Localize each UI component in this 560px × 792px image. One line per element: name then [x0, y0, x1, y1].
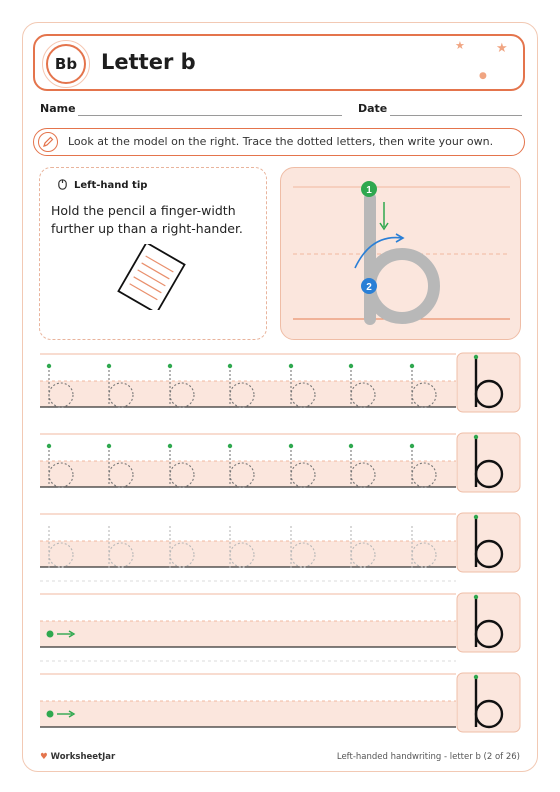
heart-icon: ♥: [40, 752, 48, 762]
star-icon: ★: [455, 39, 465, 52]
footer-brand: [40, 752, 115, 762]
step-2-label: 2: [366, 282, 372, 293]
instruction-text: Look at the model on the right. Trace the dotted letters, then write your own.: [68, 135, 494, 148]
brand-name: WorksheetJar: [50, 752, 116, 762]
start-dot-icon: [47, 711, 54, 718]
start-dot-icon: [47, 631, 54, 638]
trace-row-1[interactable]: [40, 353, 520, 412]
tip-text: Hold the pencil a finger-width further up than a right-hander.: [51, 203, 243, 236]
tip-title: Left-hand tip: [74, 180, 148, 191]
trace-row-3[interactable]: [40, 513, 520, 581]
write-row-4[interactable]: [40, 593, 520, 661]
step-1-label: 1: [366, 185, 372, 196]
star-icon: ★: [496, 41, 508, 56]
date-label: Date: [358, 102, 388, 115]
letter-badge: Bb: [46, 44, 86, 84]
trace-row-2[interactable]: [40, 433, 520, 492]
page-title: Letter b: [101, 50, 196, 74]
dot-icon: ●: [479, 71, 487, 81]
footer-page-info: Left-handed handwriting - letter b (2 of 26): [336, 752, 520, 762]
name-label: Name: [40, 102, 76, 115]
write-row-5[interactable]: [40, 673, 520, 732]
